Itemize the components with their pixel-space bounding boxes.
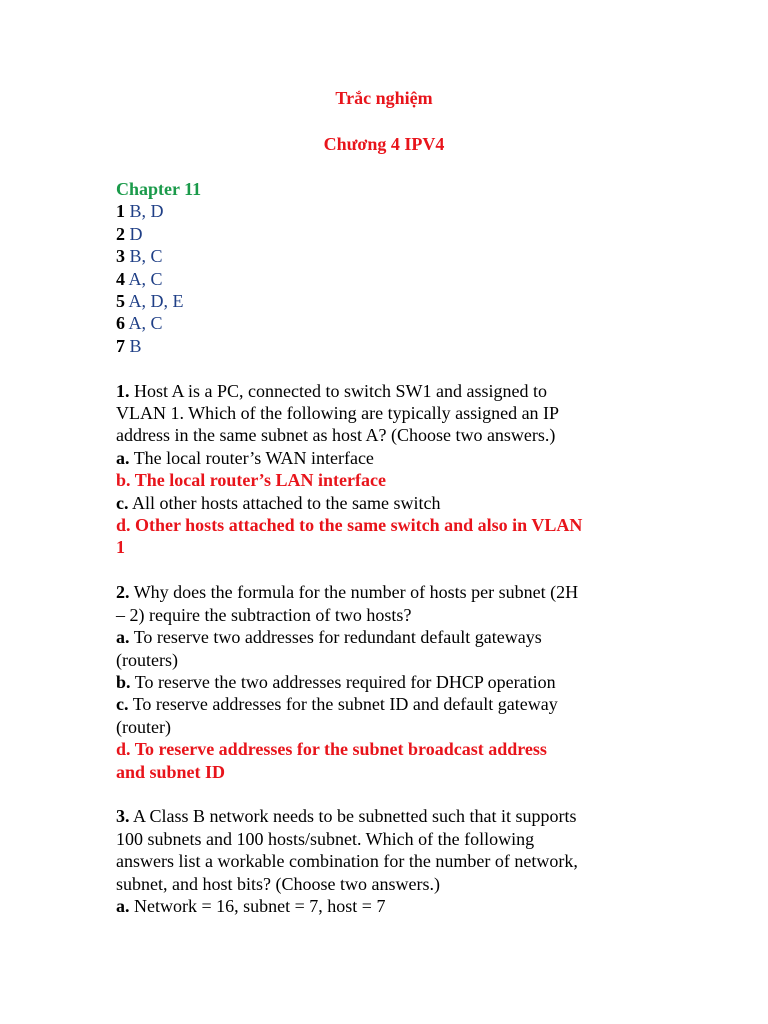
option-letter: d. (116, 515, 131, 536)
answer-number: 1 (116, 201, 125, 222)
option-text: Network = 16, subnet = 7, host = 7 (134, 895, 386, 916)
answer-row (116, 312, 676, 334)
option-c (116, 693, 676, 715)
answer-row (116, 290, 676, 312)
option-letter: c. (116, 694, 129, 715)
option-b-correct (116, 469, 676, 491)
option-text: Other hosts attached to the same switch and also in VLAN (135, 515, 583, 536)
answer-value: B, C (129, 246, 163, 267)
option-text: To reserve two addresses for redundant default gateways (133, 627, 542, 648)
answer-number: 4 (116, 268, 125, 289)
question-number: 2. (116, 582, 130, 603)
answer-row (116, 335, 676, 357)
option-d-correct (116, 514, 676, 536)
document-body (116, 178, 676, 917)
option-text: The local router’s WAN interface (133, 447, 374, 468)
option-text: All other hosts attached to the same switch (132, 492, 441, 513)
question-text-line (116, 581, 676, 603)
question-text: 100 subnets and 100 hosts/subnet. Which of the following (116, 828, 535, 849)
question-text-line (116, 380, 676, 402)
doc-subtitle: Chương 4 IPV4 (323, 134, 445, 154)
question-2 (116, 581, 676, 783)
option-letter: d. (116, 739, 131, 760)
question-number: 1. (116, 380, 130, 401)
question-text: – 2) require the subtraction of two hosts? (116, 604, 412, 625)
question-text: subnet, and host bits? (Choose two answers.) (116, 873, 440, 894)
answer-row (116, 268, 676, 290)
option-c (116, 492, 676, 514)
option-text: To reserve addresses for the subnet ID and default gateway (132, 694, 558, 715)
option-letter: b. (116, 470, 131, 491)
question-text: Host A is a PC, connected to switch SW1 and assigned to (134, 380, 547, 401)
answer-number: 2 (116, 223, 125, 244)
option-letter: a. (116, 895, 130, 916)
answer-row (116, 245, 676, 267)
question-text: address in the same subnet as host A? (Choose two answers.) (116, 425, 556, 446)
option-letter: a. (116, 447, 130, 468)
answer-key (116, 200, 676, 357)
answer-number: 3 (116, 246, 125, 267)
question-text: Why does the formula for the number of hosts per subnet (2H (133, 582, 579, 603)
question-1 (116, 380, 676, 559)
answer-number: 5 (116, 291, 125, 312)
answer-value: A, C (128, 268, 163, 289)
answer-number: 7 (116, 335, 125, 356)
doc-title: Trắc nghiệm (335, 88, 433, 108)
option-letter: b. (116, 671, 131, 692)
question-text: A Class B network needs to be subnetted such that it supports (133, 806, 577, 827)
question-text: answers list a workable combination for the number of network, (116, 851, 578, 872)
question-text-line (116, 805, 676, 827)
answer-value: A, C (128, 313, 163, 334)
option-a (116, 626, 676, 648)
option-text-continued: and subnet ID (116, 761, 226, 782)
chapter-heading: Chapter 11 (116, 179, 202, 199)
question-3 (116, 805, 676, 917)
option-text-continued: (routers) (116, 649, 178, 670)
question-text: VLAN 1. Which of the following are typically assigned an IP (116, 403, 560, 424)
option-b (116, 671, 676, 693)
option-d-correct (116, 738, 676, 760)
option-letter: c. (116, 492, 129, 513)
answer-value: B, D (129, 201, 164, 222)
answer-value: B (129, 335, 142, 356)
option-text: To reserve addresses for the subnet broadcast address (134, 739, 547, 760)
option-letter: a. (116, 627, 130, 648)
option-a (116, 447, 676, 469)
answer-row (116, 223, 676, 245)
option-text-continued: (router) (116, 716, 171, 737)
answer-value: A, D, E (128, 291, 184, 312)
option-text: To reserve the two addresses required for DHCP operation (134, 671, 556, 692)
option-a (116, 895, 676, 917)
question-number: 3. (116, 806, 130, 827)
option-text-continued: 1 (116, 537, 125, 558)
answer-row (116, 200, 676, 222)
option-text: The local router’s LAN interface (134, 470, 386, 491)
answer-number: 6 (116, 313, 125, 334)
answer-value: D (129, 223, 143, 244)
